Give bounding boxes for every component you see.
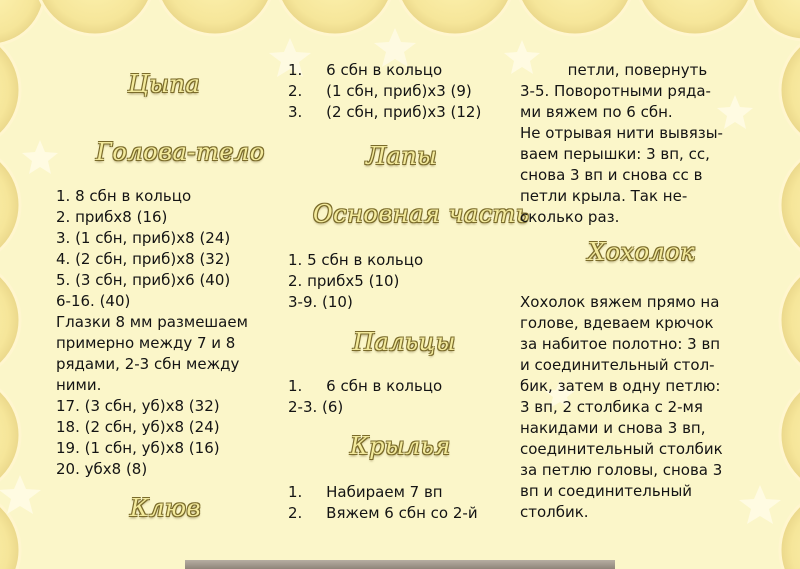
instruction-line: ми вяжем по 6 сбн. bbox=[520, 103, 673, 121]
instruction-line: 3 вп, 2 столбика с 2-мя bbox=[520, 398, 703, 416]
instruction-line: ними. bbox=[56, 376, 102, 394]
instruction-line: 5. (3 сбн, приб)х6 (40) bbox=[56, 271, 231, 289]
instruction-line: 3-5. Поворотными ряда- bbox=[520, 82, 711, 100]
wings-instructions-continued bbox=[520, 60, 760, 228]
section-wings: Крылья bbox=[350, 432, 451, 460]
instruction-line: 1. 8 сбн в кольцо bbox=[56, 187, 192, 205]
instruction-line: бик, затем в одну петлю: bbox=[520, 377, 721, 395]
instruction-line: 6-16. (40) bbox=[56, 292, 131, 310]
instruction-line: 2. Вяжем 6 сбн со 2-й bbox=[288, 504, 478, 522]
instruction-line: 2. прибх5 (10) bbox=[288, 272, 400, 290]
instruction-line: сколько раз. bbox=[520, 208, 620, 226]
instruction-line: за набитое полотно: 3 вп bbox=[520, 335, 721, 353]
instruction-line: 2-3. (6) bbox=[288, 398, 344, 416]
tuft-instructions bbox=[520, 292, 760, 523]
instruction-line: 1. 6 сбн в кольцо bbox=[288, 61, 443, 79]
instruction-line: снова 3 вп и снова сс в bbox=[520, 166, 703, 184]
instruction-line: 3. (1 сбн, приб)х8 (24) bbox=[56, 229, 231, 247]
instruction-line: 3-9. (10) bbox=[288, 293, 353, 311]
instruction-line: 1. Набираем 7 вп bbox=[288, 483, 443, 501]
instruction-line: 17. (3 сбн, уб)х8 (32) bbox=[56, 397, 220, 415]
section-head-body: Голова-тело bbox=[96, 138, 265, 166]
instruction-line: 18. (2 сбн, уб)х8 (24) bbox=[56, 418, 220, 436]
instruction-line: столбик. bbox=[520, 503, 589, 521]
instruction-line: и соединительный стол- bbox=[520, 356, 715, 374]
section-legs: Лапы bbox=[366, 142, 438, 170]
instruction-line: вп и соединительный bbox=[520, 482, 693, 500]
instruction-line: рядами, 2-3 сбн между bbox=[56, 355, 240, 373]
photo-edge bbox=[185, 560, 615, 569]
title-chick: Цыпа bbox=[128, 70, 201, 98]
beak-instructions bbox=[288, 60, 518, 123]
section-tuft: Хохолок bbox=[588, 238, 696, 266]
wings-instructions bbox=[288, 482, 518, 524]
instruction-line: примерно между 7 и 8 bbox=[56, 334, 236, 352]
instruction-line: Глазки 8 мм размешаем bbox=[56, 313, 248, 331]
instruction-line: соединительный столбик bbox=[520, 440, 723, 458]
instruction-line: Хохолок вяжем прямо на bbox=[520, 293, 720, 311]
section-beak: Клюв bbox=[130, 494, 201, 522]
section-main-part: Основная часть bbox=[313, 200, 530, 228]
head-body-instructions bbox=[56, 186, 281, 480]
instruction-line: Не отрывая нити вывязы- bbox=[520, 124, 723, 142]
fingers-instructions bbox=[288, 376, 518, 418]
instruction-line: петли, повернуть bbox=[520, 61, 708, 79]
instruction-line: 1. 5 сбн в кольцо bbox=[288, 251, 424, 269]
instruction-line: 19. (1 сбн, уб)х8 (16) bbox=[56, 439, 220, 457]
instruction-line: за петлю головы, снова 3 bbox=[520, 461, 723, 479]
instruction-line: 2. прибх8 (16) bbox=[56, 208, 168, 226]
instruction-line: 2. (1 сбн, приб)х3 (9) bbox=[288, 82, 472, 100]
instruction-line: накидами и снова 3 вп, bbox=[520, 419, 706, 437]
instruction-line: петли крыла. Так не- bbox=[520, 187, 688, 205]
instruction-line: 3. (2 сбн, приб)х3 (12) bbox=[288, 103, 482, 121]
instruction-line: 1. 6 сбн в кольцо bbox=[288, 377, 443, 395]
instruction-line: 4. (2 сбн, приб)х8 (32) bbox=[56, 250, 231, 268]
instruction-line: 20. убх8 (8) bbox=[56, 460, 148, 478]
instruction-line: голове, вдеваем крючок bbox=[520, 314, 714, 332]
instruction-line: ваем перышки: 3 вп, сс, bbox=[520, 145, 710, 163]
main-part-instructions bbox=[288, 250, 518, 313]
section-fingers: Пальцы bbox=[353, 328, 456, 356]
